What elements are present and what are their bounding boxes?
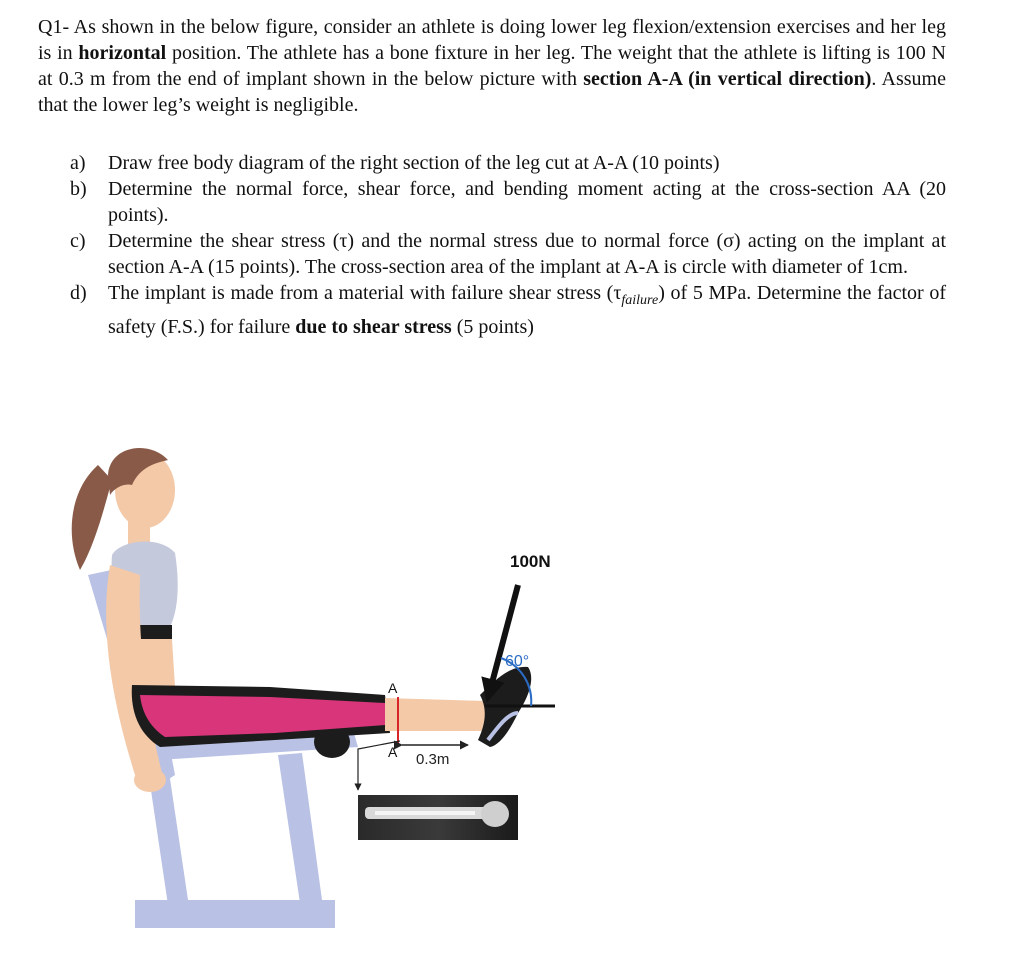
- section-label-bottom: A: [388, 744, 398, 760]
- force-label: 100N: [510, 552, 551, 571]
- bold-section: section A-A (in vertical direction): [583, 68, 872, 90]
- part-label: c): [70, 230, 86, 252]
- part-text: Draw free body diagram of the right section of the leg cut at A-A (10 points): [108, 152, 720, 174]
- part-c: [70, 228, 946, 280]
- part-a: [70, 150, 946, 176]
- part-b: [70, 176, 946, 228]
- chair-front-leg: [278, 753, 322, 903]
- part-label: a): [70, 152, 86, 174]
- section-label-top: A: [388, 680, 398, 696]
- part-label: d): [70, 282, 87, 304]
- bold-shear: due to shear stress: [295, 316, 452, 338]
- part-text: Determine the normal force, shear force, and bending moment acting at the cross-section AA (20 points).: [108, 178, 946, 226]
- question-intro: [38, 14, 946, 118]
- hair-ponytail: [72, 465, 112, 570]
- angle-label: 60°: [505, 653, 530, 670]
- leg-extension-figure: [40, 395, 580, 955]
- part-label: b): [70, 178, 87, 200]
- xray-image: [358, 795, 518, 840]
- chair-base: [135, 900, 335, 928]
- question-paragraph: Q1- As shown in the below figure, consider an athlete is doing lower leg flexion/extension exercises and her leg is in horizontal position. The athlete has a bone fixture in her leg. The weight that the athlete is lifting is 100 N at 0.3 m from the end of implant shown in the below picture with section A-A (in vertical direction). Assume that the lower leg’s weight is negligible.: [38, 16, 946, 116]
- athlete-hand: [134, 768, 166, 792]
- question-parts-list: [70, 150, 946, 340]
- part-text: Determine the shear stress (τ) and the normal stress due to normal force (σ) acting on the implant at section A-A (15 points). The cross-section area of the implant at A-A is circle with diameter of 1cm.: [108, 230, 946, 278]
- xray-implant: [375, 811, 475, 815]
- tau-subscript: failure: [621, 293, 659, 308]
- part-d: [70, 280, 946, 340]
- distance-label: 0.3m: [416, 751, 450, 768]
- bold-horizontal: horizontal: [78, 42, 167, 64]
- part-text: The implant is made from a material with failure shear stress $(\tau_{failure})$ of 5 MPa. Determine the factor of safety (F.S.) for failure due to shear stress (5 points): [108, 282, 947, 338]
- xray-knee: [481, 801, 509, 827]
- athlete-lower-leg: [385, 698, 490, 731]
